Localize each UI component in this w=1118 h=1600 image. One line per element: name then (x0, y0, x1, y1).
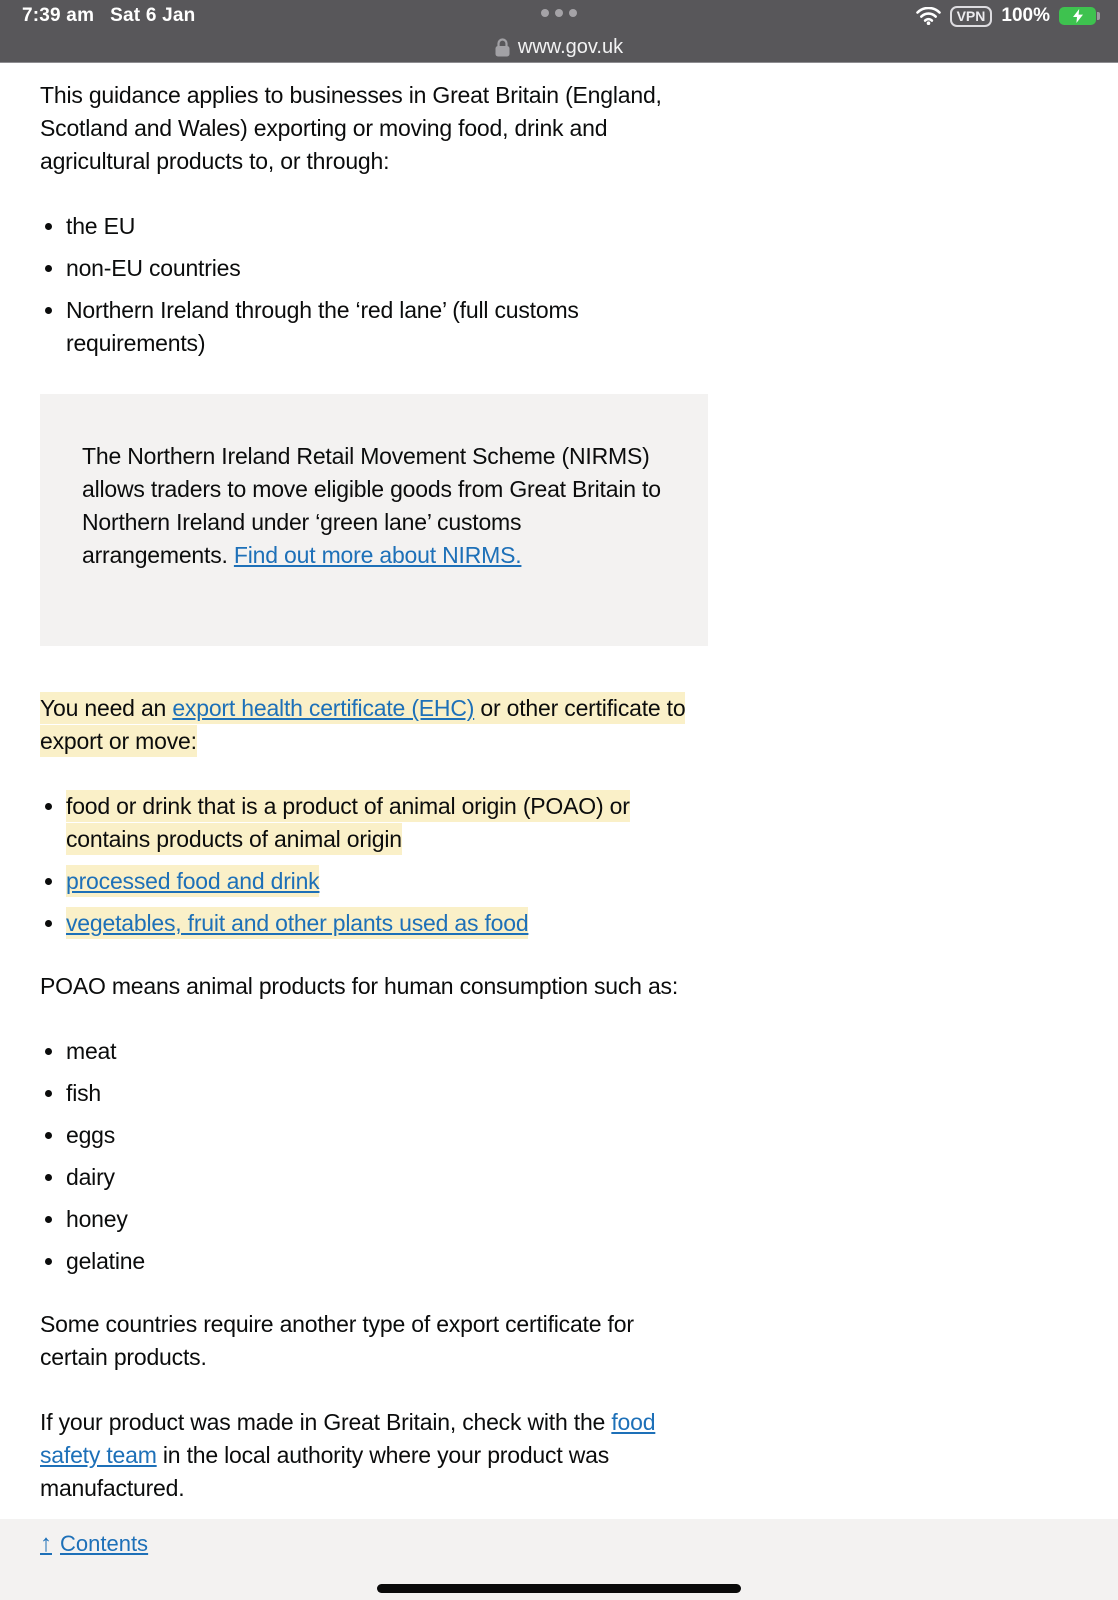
nirms-inset-box (40, 394, 708, 646)
list-item: • gelatine (66, 1245, 706, 1278)
nirms-link[interactable]: Find out more about NIRMS. (233, 542, 522, 568)
list-item: • honey (66, 1203, 706, 1236)
page-indicator-dots[interactable] (541, 9, 577, 17)
dot-icon (541, 9, 549, 17)
nirms-text (82, 440, 666, 572)
list-item[interactable] (66, 907, 706, 940)
other-certificates-paragraph: Some countries require another type of export certificate for certain products. (40, 1311, 634, 1370)
list-item: • fish (66, 1077, 706, 1110)
status-right (916, 5, 1096, 27)
made-text-after: in the local authority where your product was manufactured. (40, 1442, 610, 1501)
poao-products-list (40, 1035, 706, 1278)
list-item-text: food or drink that is a product of animal origin (POAO) or contains products of animal origin (66, 793, 630, 852)
certificate-text-before: You need an (40, 695, 173, 721)
highlight-mark (66, 865, 319, 897)
highlight-mark (66, 790, 630, 855)
list-item: • eggs (66, 1119, 706, 1152)
made-in-gb-paragraph (40, 1406, 706, 1505)
poao-paragraph: POAO means animal products for human consumption such as: (40, 973, 679, 999)
list-item: • the EU (66, 210, 706, 243)
highlight-mark (66, 907, 528, 939)
lock-icon (495, 38, 510, 57)
list-item[interactable] (66, 865, 706, 898)
intro-paragraph: This guidance applies to businesses in Great Britain (England, Scotland and Wales) exporting or moving food, drink and agricultural products to, or through: (40, 82, 662, 174)
url-text: www.gov.uk (517, 35, 624, 58)
vpn-badge: VPN (950, 6, 993, 27)
highlight-mark (40, 692, 685, 757)
browser-chrome (0, 0, 1118, 63)
charging-bolt-icon (1072, 9, 1084, 23)
destinations-list (40, 210, 706, 360)
battery-percent: 100% (1001, 5, 1050, 26)
list-item: • dairy (66, 1161, 706, 1194)
list-item-link[interactable]: processed food and drink (66, 868, 320, 894)
page-content (0, 63, 746, 1505)
address-bar[interactable] (0, 32, 1118, 62)
certificate-paragraph (40, 692, 706, 758)
certificate-products-list (40, 790, 706, 940)
back-to-contents-link[interactable] (40, 1531, 148, 1557)
contents-footer (0, 1519, 1118, 1600)
list-item-link[interactable]: vegetables, fruit and other plants used as food (66, 910, 529, 936)
certificate-text-after: or other certificate to export or move: (40, 695, 686, 754)
up-arrow-icon: ↑ (40, 1530, 52, 1557)
list-item: • Northern Ireland through the ‘red lane’ (full customs requirements) (66, 294, 706, 360)
list-item: • non-EU countries (66, 252, 706, 285)
list-item: • meat (66, 1035, 706, 1068)
ehc-link[interactable]: export health certificate (EHC) (172, 695, 475, 721)
status-left (22, 5, 195, 27)
food-safety-team-link[interactable]: food safety team (40, 1409, 656, 1468)
home-indicator[interactable] (377, 1584, 741, 1593)
date: Sat 6 Jan (110, 5, 196, 26)
status-bar (0, 0, 1118, 32)
dot-icon (555, 9, 563, 17)
contents-label: Contents (60, 1531, 149, 1556)
list-item (66, 790, 706, 856)
battery-icon (1059, 7, 1096, 25)
made-text-before: If your product was made in Great Britain, check with the (40, 1409, 612, 1435)
clock: 7:39 am (22, 5, 95, 26)
dot-icon (569, 9, 577, 17)
wifi-icon (916, 7, 941, 25)
nirms-text-body: The Northern Ireland Retail Movement Scheme (NIRMS) allows traders to move eligible goods from Great Britain to Northern Ireland under ‘green lane’ customs arrangements. (82, 443, 661, 568)
